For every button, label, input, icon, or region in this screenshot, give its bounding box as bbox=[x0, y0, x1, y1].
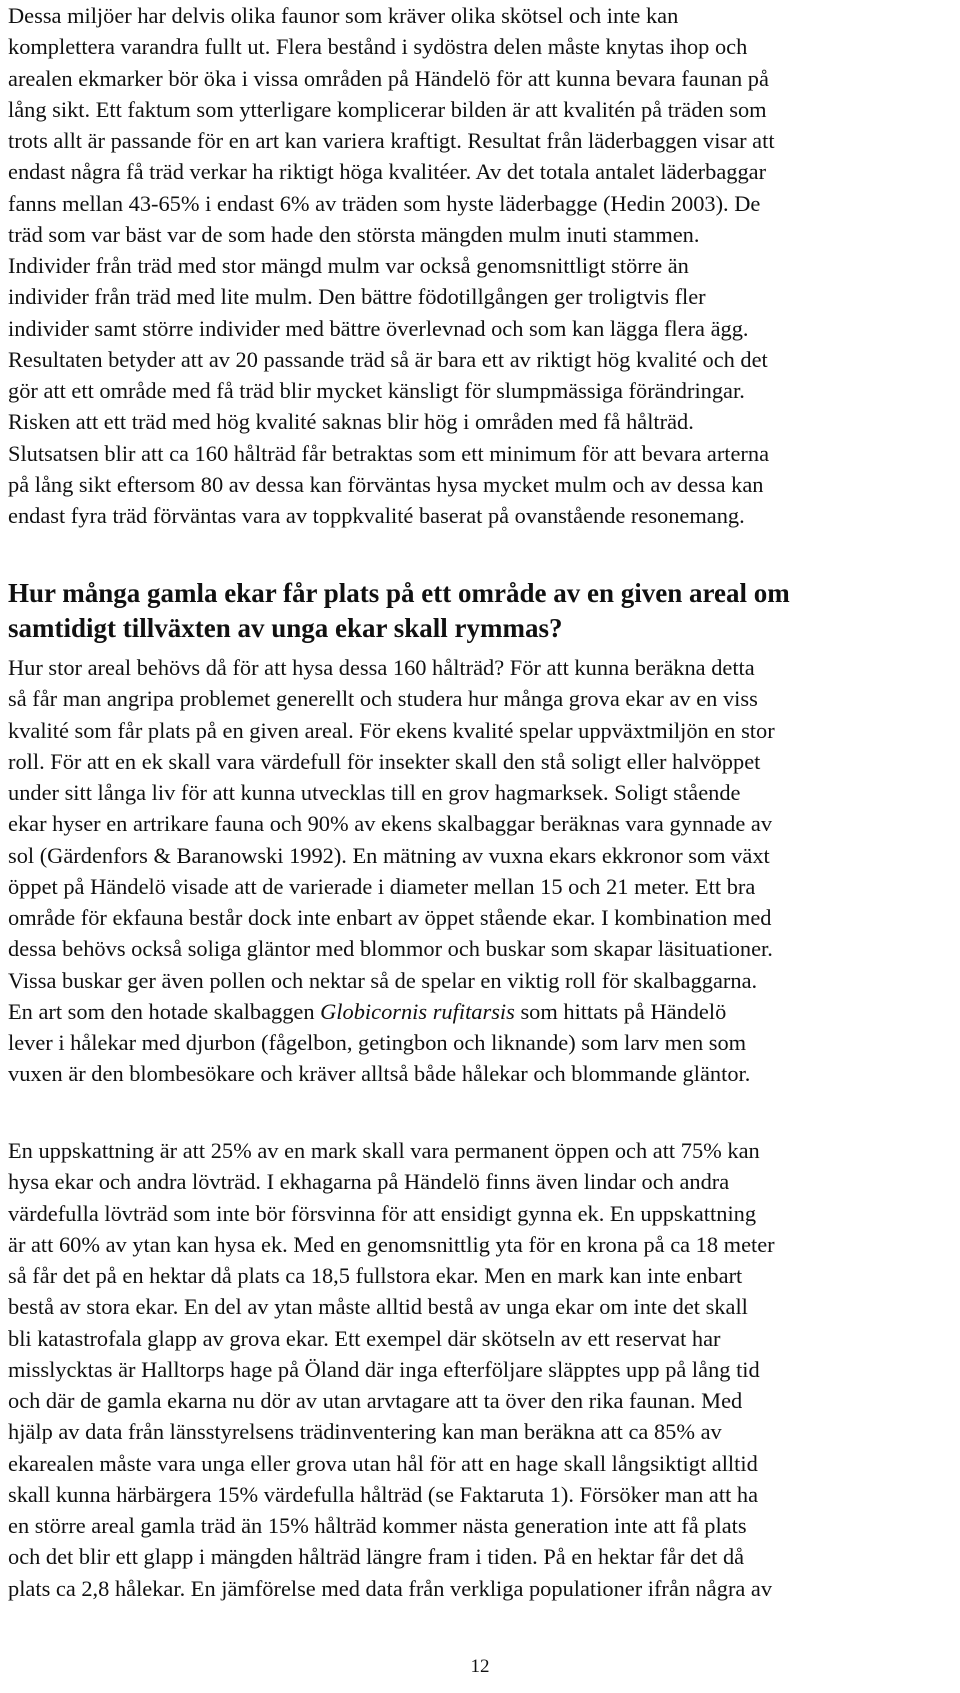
text-line: individer samt större individer med bättre överlevnad och som kan lägga flera ägg. bbox=[8, 315, 749, 341]
text-line: område för ekfauna består dock inte enbart av öppet stående ekar. I kombination med bbox=[8, 905, 772, 930]
text-line: endast några få träd verkar ha riktigt höga kvalitéer. Av det totala antalet läderbaggar bbox=[8, 159, 767, 185]
text-line: fanns mellan 43-65% i endast 6% av träden som hyste läderbagge (Hedin 2003). De bbox=[8, 190, 761, 216]
paragraph-body-2 bbox=[8, 652, 952, 1090]
heading-line: samtidigt tillväxten av unga ekar skall rymmas? bbox=[8, 613, 563, 643]
text-line: på lång sikt eftersom 80 av dessa kan förväntas hysa mycket mulm och av dessa kan bbox=[8, 471, 764, 497]
text-line: öppet på Händelö visade att de varierade i diameter mellan 15 och 21 meter. Ett bra bbox=[8, 873, 756, 899]
text-line: sol (Gärdenfors & Baranowski 1992). En mätning av vuxna ekars ekkronor som växt bbox=[8, 842, 770, 868]
text-line: så får det på en hektar då plats ca 18,5 fullstora ekar. Men en mark kan inte enbart bbox=[8, 1263, 743, 1288]
species-name: Globicornis rufitarsis bbox=[320, 998, 515, 1024]
text-line: ekarealen måste vara unga eller grova utan hål för att en hage skall långsiktigt alltid bbox=[8, 1450, 758, 1476]
text-line: trots allt är passande för en art kan variera kraftigt. Resultat från läderbaggen visar att bbox=[8, 128, 775, 153]
text-line: Slutsatsen blir att ca 160 hålträd får betraktas som ett minimum för att bevara arterna bbox=[8, 440, 770, 466]
text-line: ekar hyser en artrikare fauna och 90% av ekens skalbaggar beräknas vara gynnade av bbox=[8, 811, 773, 837]
text-line: hysa ekar och andra lövträd. I ekhagarna på Händelö finns även lindar och andra bbox=[8, 1169, 730, 1195]
text-line: skall kunna härbärgera 15% värdefulla hålträd (se Faktaruta 1). Försöker man att ha bbox=[8, 1481, 759, 1507]
text-line: roll. För att en ek skall vara värdefull för insekter skall den stå soligt eller halvöppet bbox=[8, 748, 761, 774]
text-line-with-species bbox=[8, 996, 952, 1027]
text-line: värdefulla lövträd som inte bör försvinna för att ensidigt gynna ek. En uppskattning bbox=[8, 1200, 757, 1226]
text-segment: som hittats på Händelö bbox=[514, 998, 727, 1024]
text-line: träd som var bäst var de som hade den största mängden mulm inuti stammen. bbox=[8, 221, 700, 247]
text-line: endast fyra träd förväntas vara av toppkvalité baserat på ovanstående resonemang. bbox=[8, 503, 745, 528]
text-line: en större areal gamla träd än 15% hålträd kommer nästa generation inte att få plats bbox=[8, 1513, 747, 1538]
text-line: lever i hålekar med djurbon (fågelbon, getingbon och liknande) som larv men som bbox=[8, 1030, 747, 1055]
text-line: plats ca 2,8 hålekar. En jämförelse med data från verkliga populationer ifrån några av bbox=[8, 1575, 773, 1601]
text-line: bestå av stora ekar. En del av ytan måste alltid bestå av unga ekar om inte det skall bbox=[8, 1294, 748, 1320]
text-line: och det blir ett glapp i mängden hålträd längre fram i tiden. På en hektar får det då bbox=[8, 1544, 745, 1570]
text-line: så får man angripa problemet generellt och studera hur många grova ekar av en viss bbox=[8, 686, 758, 712]
text-line: misslycktas är Halltorps hage på Öland där inga efterföljare släpptes upp på lång tid bbox=[8, 1356, 760, 1382]
text-line: komplettera varandra fullt ut. Flera bestånd i sydöstra delen måste knytas ihop och bbox=[8, 34, 748, 60]
text-line: dessa behövs också soliga gläntor med blommor och buskar som skapar läsituationer. bbox=[8, 936, 773, 962]
paragraph-body-1 bbox=[8, 0, 952, 531]
text-line: En uppskattning är att 25% av en mark skall vara permanent öppen och att 75% kan bbox=[8, 1138, 760, 1163]
text-line: under sitt långa liv för att kunna utvecklas till en grov hagmarksek. Soligt stående bbox=[8, 780, 741, 805]
text-line: Vissa buskar ger även pollen och nektar så de spelar en viktig roll för skalbaggarna. bbox=[8, 967, 758, 993]
text-line: arealen ekmarker bör öka i vissa områden på Händelö för att kunna bevara faunan på bbox=[8, 65, 769, 91]
text-line: Resultaten betyder att av 20 passande träd så är bara ett av riktigt hög kvalité och det bbox=[8, 346, 768, 372]
text-line: gör att ett område med få träd blir mycket känsligt för slumpmässiga förändringar. bbox=[8, 378, 745, 403]
text-line: vuxen är den blombesökare och kräver alltså både hålekar och blommande gläntor. bbox=[8, 1061, 751, 1087]
heading-line: Hur många gamla ekar får plats på ett område av en given areal om bbox=[8, 578, 790, 608]
text-line: är att 60% av ytan kan hysa ek. Med en genomsnittlig yta för en krona på ca 18 meter bbox=[8, 1231, 775, 1257]
text-line: och där de gamla ekarna nu dör av utan arvtagare att ta över den rika faunan. Med bbox=[8, 1388, 743, 1413]
section-heading bbox=[8, 576, 952, 646]
text-line: hjälp av data från länsstyrelsens trädinventering kan man beräkna att ca 85% av bbox=[8, 1419, 722, 1445]
text-line: Risken att ett träd med hög kvalité saknas blir hög i områden med få hålträd. bbox=[8, 409, 694, 435]
text-segment: En art som den hotade skalbaggen bbox=[8, 998, 321, 1024]
text-line: Dessa miljöer har delvis olika faunor som kräver olika skötsel och inte kan bbox=[8, 3, 679, 28]
text-line: kvalité som får plats på en given areal. För ekens kvalité spelar uppväxtmiljön en stor bbox=[8, 717, 775, 743]
text-line: Hur stor areal behövs då för att hysa dessa 160 hålträd? För att kunna beräkna detta bbox=[8, 655, 755, 680]
text-line: bli katastrofala glapp av grova ekar. Ett exempel där skötseln av ett reservat har bbox=[8, 1325, 721, 1351]
page-number: 12 bbox=[470, 1656, 490, 1677]
text-line: Individer från träd med stor mängd mulm var också genomsnittligt större än bbox=[8, 253, 689, 278]
text-line: lång sikt. Ett faktum som ytterligare komplicerar bilden är att kvalitén på träden som bbox=[8, 96, 767, 122]
text-line: individer från träd med lite mulm. Den bättre födotillgången ger troligtvis fler bbox=[8, 284, 706, 310]
paragraph-body-3 bbox=[8, 1135, 952, 1604]
